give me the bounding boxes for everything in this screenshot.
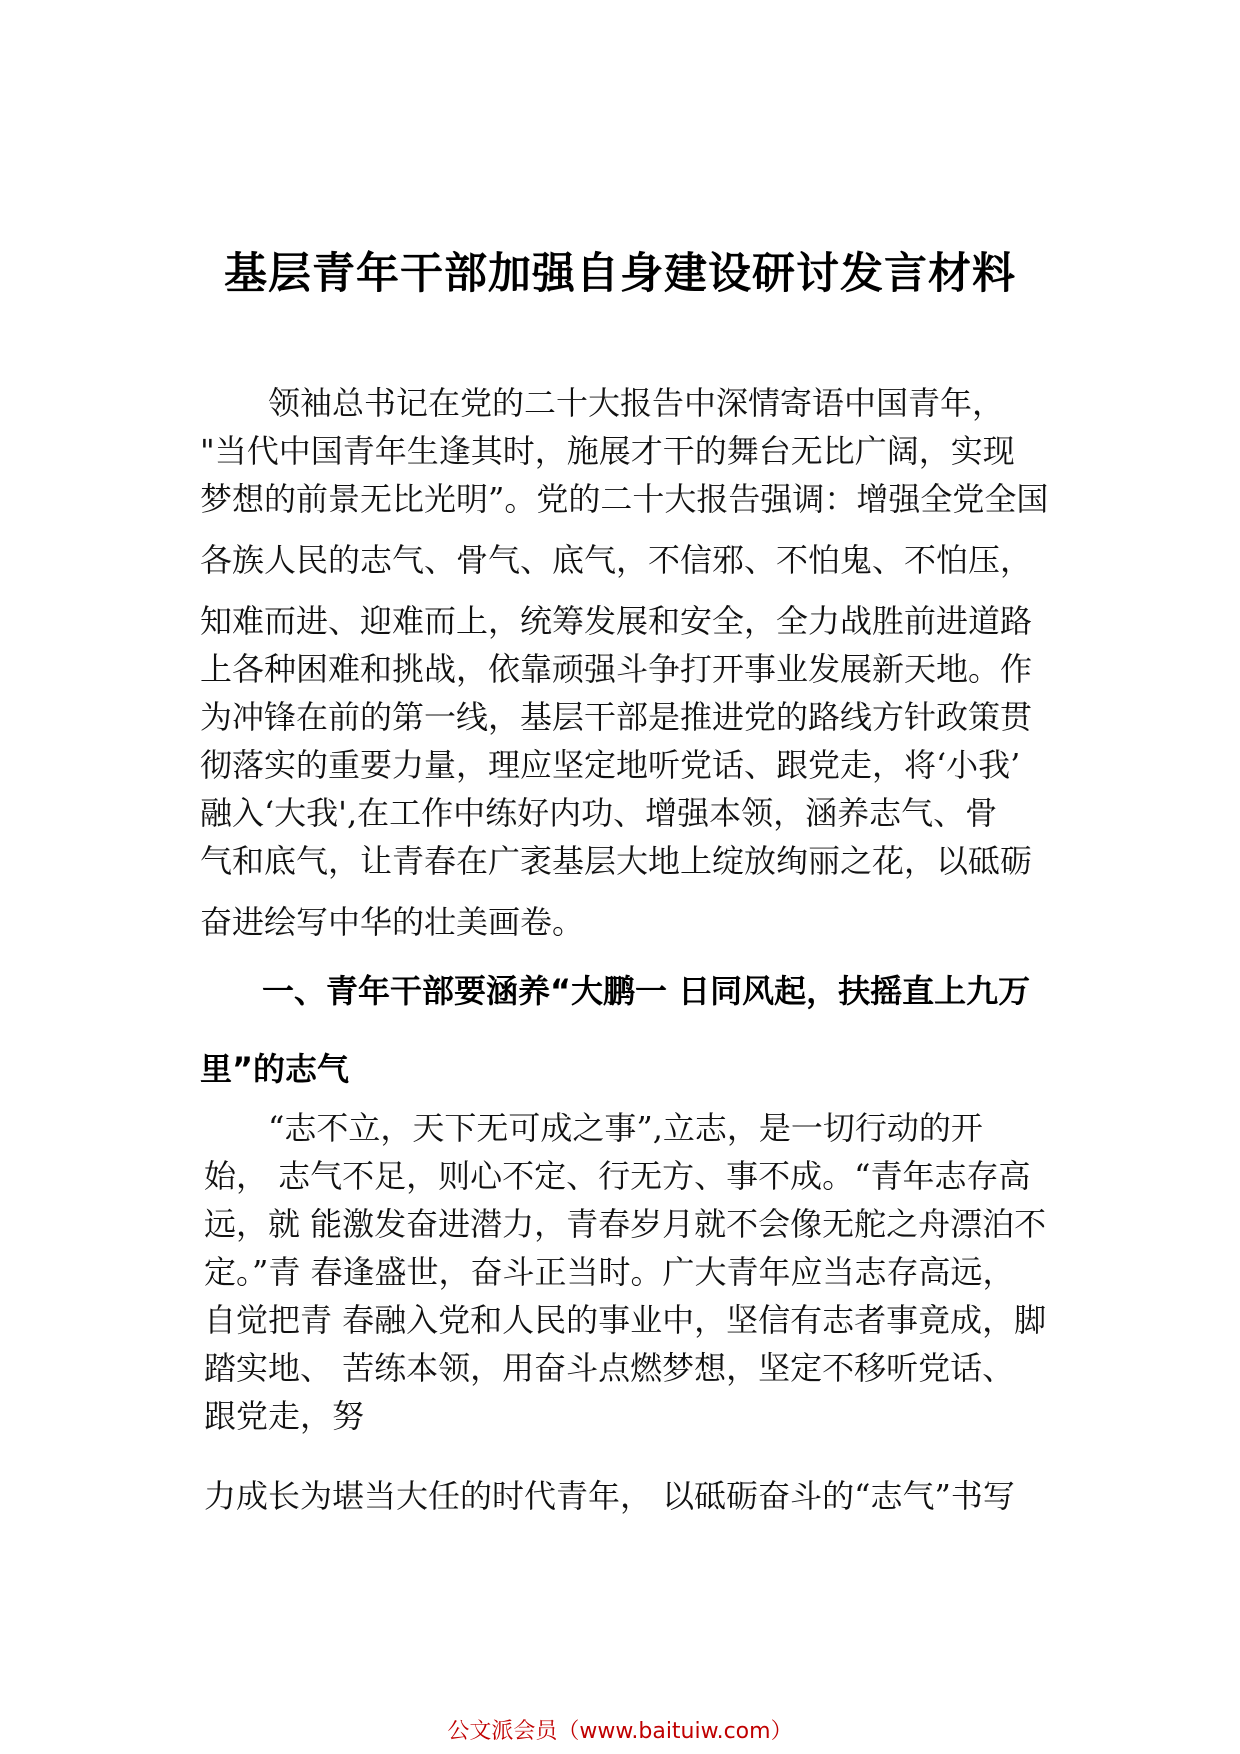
section-1-line-1: “志不立，天下无可成之事”,立志，是一切行动的开 bbox=[268, 1109, 983, 1147]
section-1-line-7: 跟党走，努 bbox=[204, 1397, 365, 1435]
intro-line-5: 知难而进、迎难而上，统筹发展和安全，全力战胜前进道路 bbox=[200, 602, 1033, 640]
section-1-line-5: 自觉把青 春融入党和人民的事业中，坚信有志者事竟成，脚 bbox=[204, 1301, 1047, 1339]
footer-watermark-link[interactable]: 公文派会员（www.baituiw.com） bbox=[447, 1719, 793, 1744]
section-1-line-6: 踏实地、 苦练本领，用奋斗点燃梦想，坚定不移听党话、 bbox=[204, 1349, 1015, 1387]
intro-line-9: 融入‘大我',在工作中练好内功、增强本领，涵养志气、骨 bbox=[200, 794, 998, 832]
intro-line-11: 奋进绘写中华的壮美画卷。 bbox=[200, 903, 585, 941]
section-1-line-3: 远，就 能激发奋进潜力，青春岁月就不会像无舵之舟漂泊不 bbox=[204, 1205, 1047, 1243]
intro-line-1: 领袖总书记在党的二十大报告中深情寄语中国青年， bbox=[268, 384, 1005, 422]
section-1-heading-line-2: 里”的志气 bbox=[200, 1050, 350, 1088]
intro-line-8: 彻落实的重要力量，理应坚定地听党话、跟党走，将‘小我’ bbox=[200, 746, 1021, 784]
intro-line-4: 各族人民的志气、骨气、底气，不信邪、不怕鬼、不怕压， bbox=[200, 541, 1033, 579]
section-1-heading-line-1: 一、青年干部要涵养“大鹏一 日同风起，扶摇直上九万 bbox=[262, 972, 1031, 1010]
intro-line-3: 梦想的前景无比光明”。党的二十大报告强调：增强全党全国 bbox=[200, 480, 1049, 518]
intro-line-10: 气和底气，让青春在广袤基层大地上绽放绚丽之花，以砥砺 bbox=[200, 842, 1033, 880]
document-title: 基层青年干部加强自身建设研讨发言材料 bbox=[224, 249, 1016, 299]
intro-line-7: 为冲锋在前的第一线，基层干部是推进党的路线方针政策贯 bbox=[200, 698, 1033, 736]
section-1-line-2: 始， 志气不足，则心不定、行无方、事不成。“青年志存高 bbox=[204, 1157, 1031, 1195]
section-1-line-4: 定。”青 春逢盛世，奋斗正当时。广大青年应当志存高远， bbox=[204, 1253, 1015, 1291]
intro-line-2: "当代中国青年生逢其时，施展才干的舞台无比广阔，实现 bbox=[200, 432, 1015, 470]
intro-line-6: 上各种困难和挑战，依靠顽强斗争打开事业发展新天地。作 bbox=[200, 650, 1033, 688]
section-1-line-8: 力成长为堪当大任的时代青年， 以砥砺奋斗的“志气”书写 bbox=[204, 1477, 1015, 1515]
